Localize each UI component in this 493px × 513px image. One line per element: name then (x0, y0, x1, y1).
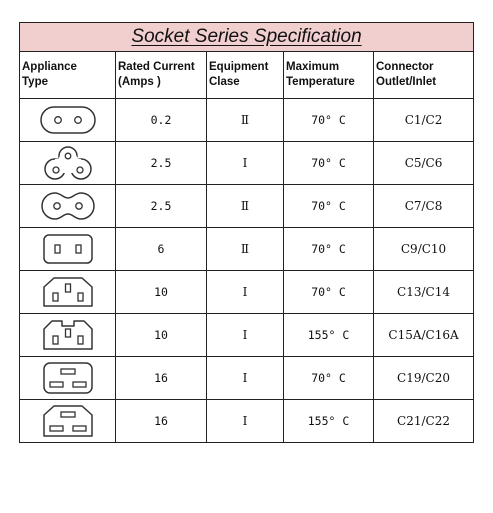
max-temperature-cell: 70° C (284, 99, 374, 142)
rated-current-cell: 16 (116, 357, 207, 400)
max-temperature-cell: 70° C (284, 228, 374, 271)
table-row (20, 357, 474, 400)
connector-cell: C15A/C16A (374, 314, 474, 357)
max-temperature-cell: 70° C (284, 142, 374, 185)
rated-current-cell: 2.5 (116, 142, 207, 185)
header-appliance-type: Appliance Type (20, 52, 116, 99)
c1-c2-socket-icon (20, 99, 116, 142)
header-rated-current: Rated Current (Amps ) (116, 52, 207, 99)
equipment-class-cell: Ⅰ (207, 400, 284, 443)
table-row (20, 271, 474, 314)
equipment-class-cell: Ⅰ (207, 314, 284, 357)
connector-cell: C7/C8 (374, 185, 474, 228)
max-temperature-cell: 70° C (284, 271, 374, 314)
connector-cell: C1/C2 (374, 99, 474, 142)
table-row (20, 314, 474, 357)
connector-cell: C5/C6 (374, 142, 474, 185)
table-row (20, 185, 474, 228)
rated-current-cell: 10 (116, 271, 207, 314)
equipment-class-cell: Ⅱ (207, 228, 284, 271)
connector-cell: C21/C22 (374, 400, 474, 443)
equipment-class-cell: Ⅱ (207, 185, 284, 228)
max-temperature-cell: 70° C (284, 357, 374, 400)
rated-current-cell: 2.5 (116, 185, 207, 228)
connector-cell: C13/C14 (374, 271, 474, 314)
rated-current-cell: 0.2 (116, 99, 207, 142)
max-temperature-cell: 155° C (284, 400, 374, 443)
table-title: Socket Series Specification (20, 23, 474, 52)
c5-c6-socket-icon (20, 142, 116, 185)
equipment-class-cell: Ⅰ (207, 357, 284, 400)
connector-cell: C9/C10 (374, 228, 474, 271)
c7-c8-socket-icon (20, 185, 116, 228)
connector-cell: C19/C20 (374, 357, 474, 400)
max-temperature-cell: 155° C (284, 314, 374, 357)
c19-c20-socket-icon (20, 357, 116, 400)
header-maximum-temperature: Maximum Temperature (284, 52, 374, 99)
c9-c10-socket-icon (20, 228, 116, 271)
socket-spec-table (19, 22, 474, 443)
equipment-class-cell: Ⅱ (207, 99, 284, 142)
table-row (20, 99, 474, 142)
table-row (20, 142, 474, 185)
header-connector: Connector Outlet/Inlet (374, 52, 474, 99)
equipment-class-cell: Ⅰ (207, 271, 284, 314)
header-equipment-class: Equipment Clase (207, 52, 284, 99)
c21-c22-socket-icon (20, 400, 116, 443)
table-row (20, 400, 474, 443)
rated-current-cell: 10 (116, 314, 207, 357)
c15a-c16a-socket-icon (20, 314, 116, 357)
table-row (20, 228, 474, 271)
rated-current-cell: 6 (116, 228, 207, 271)
max-temperature-cell: 70° C (284, 185, 374, 228)
c13-c14-socket-icon (20, 271, 116, 314)
equipment-class-cell: Ⅰ (207, 142, 284, 185)
rated-current-cell: 16 (116, 400, 207, 443)
